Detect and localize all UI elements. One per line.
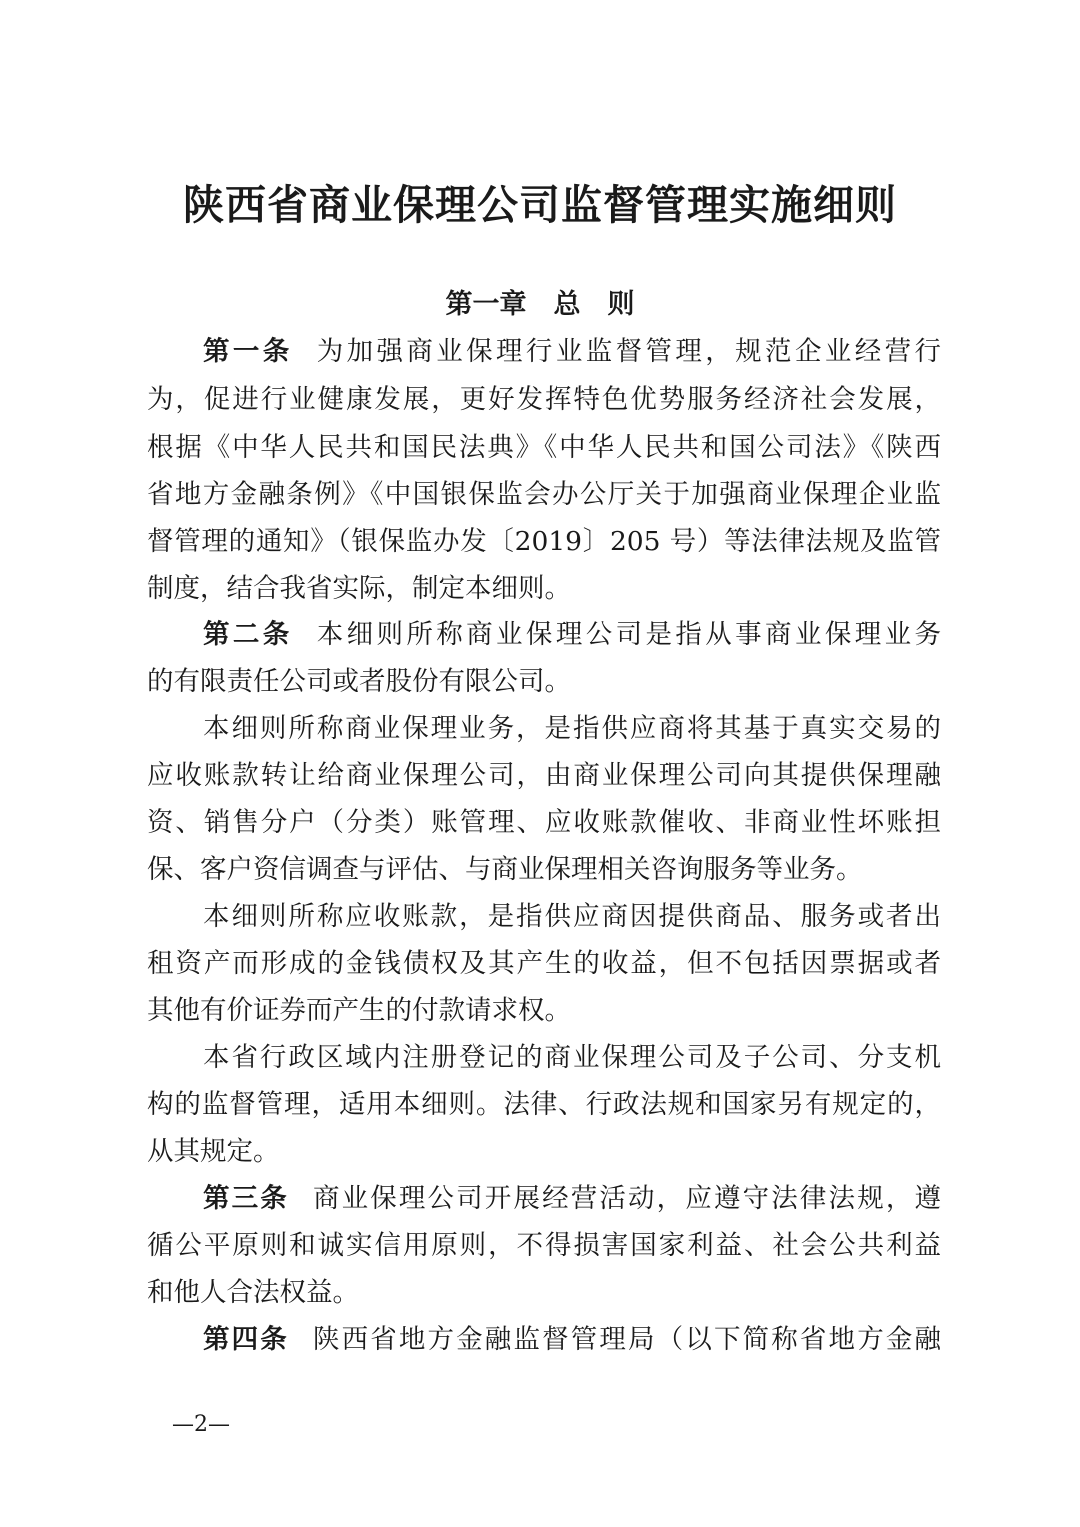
paragraph-line: 其他有价证券而产生的付款请求权。 (147, 995, 571, 1026)
line-text: 商业保理公司开展经营活动，应遵守法律法规，遵 (312, 1183, 941, 1214)
line-text: 陕西省地方金融监督管理局（以下简称省地方金融 (312, 1324, 941, 1355)
document-title: 陕西省商业保理公司监督管理实施细则 (183, 181, 897, 229)
paragraph-line (203, 1314, 941, 1366)
paragraph-line: 督管理的通知》（银保监办发〔2019〕205 号）等法律法规及监管 (147, 526, 941, 557)
chapter-heading: 第一章 总 则 (445, 289, 635, 320)
paragraph-line: 本省行政区域内注册登记的商业保理公司及子公司、分支机 (203, 1042, 941, 1073)
paragraph-line: 租资产而形成的金钱债权及其产生的收益，但不包括因票据或者 (147, 948, 941, 979)
article-label: 第一条 (203, 336, 293, 367)
paragraph-line: 和他人合法权益。 (147, 1277, 359, 1308)
paragraph-line: 应收账款转让给商业保理公司，由商业保理公司向其提供保理融 (147, 760, 941, 791)
paragraph-line (203, 609, 941, 661)
paragraph-line (203, 326, 941, 378)
article-label: 第二条 (203, 619, 293, 650)
paragraph-line: 制度，结合我省实际，制定本细则。 (147, 573, 571, 604)
paragraph-line: 本细则所称应收账款，是指供应商因提供商品、服务或者出 (203, 901, 941, 932)
article-label: 第三条 (203, 1183, 289, 1214)
paragraph-line: 为，促进行业健康发展，更好发挥特色优势服务经济社会发展， (147, 384, 941, 415)
paragraph-line: 循公平原则和诚实信用原则，不得损害国家利益、社会公共利益 (147, 1230, 941, 1261)
paragraph-line: 构的监督管理，适用本细则。法律、行政法规和国家另有规定的， (147, 1089, 941, 1120)
line-text: 为加强商业保理行业监督管理，规范企业经营行 (316, 336, 941, 367)
paragraph-line: 本细则所称商业保理业务，是指供应商将其基于真实交易的 (203, 713, 941, 744)
line-text: 本细则所称商业保理公司是指从事商业保理业务 (316, 619, 941, 650)
article-label: 第四条 (203, 1324, 289, 1355)
paragraph-line: 的有限责任公司或者股份有限公司。 (147, 666, 571, 697)
paragraph-line: 省地方金融条例》《中国银保监会办公厅关于加强商业保理企业监 (147, 479, 941, 510)
paragraph-line (203, 1173, 941, 1225)
paragraph-line: 保、客户资信调查与评估、与商业保理相关咨询服务等业务。 (147, 854, 863, 885)
page-number: —2— (172, 1412, 230, 1437)
paragraph-line: 根据《中华人民共和国民法典》《中华人民共和国公司法》《陕西 (147, 432, 941, 463)
paragraph-line: 从其规定。 (147, 1136, 280, 1167)
paragraph-line: 资、销售分户（分类）账管理、应收账款催收、非商业性坏账担 (147, 807, 941, 838)
